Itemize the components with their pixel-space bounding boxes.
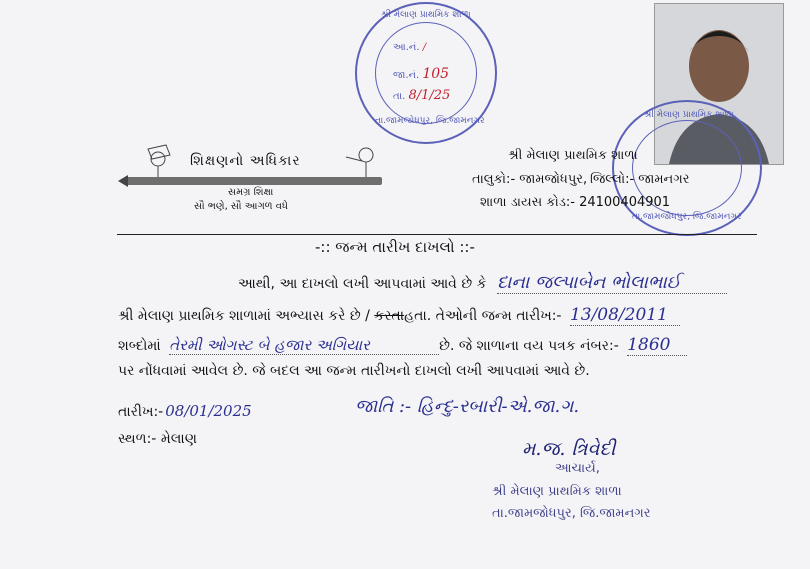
body-line-1: આથી, આ દાખલો લખી આપવામાં આવે છે કે દાના જલ્પાબેન ભોલાભાઈ: [238, 272, 727, 294]
principal-signature: મ.જ. ત્રિવેદી: [522, 438, 616, 460]
caste-line: જાતિ :- હિન્દુ-રબારી-એ.જા.ગ.: [355, 396, 580, 417]
register-number: 1860: [627, 335, 687, 356]
stamp-bottom-text: તા.જામજોધપુર, જિ.જામનગર: [375, 116, 485, 126]
principal-role: આચાર્ય,: [555, 461, 600, 476]
school-name: શ્રી મેલાણ પ્રાથમિક શાળા: [508, 148, 638, 163]
rte-logo: [118, 143, 386, 213]
stamp-ring-text: શ્રી મેલાણ પ્રાથમિક શાળા: [381, 10, 471, 20]
taluka: તાલુકો:- જામજોધપુર,: [472, 172, 588, 187]
certificate-title: -:: જન્મ તારીખ દાખલો ::-: [315, 238, 475, 256]
logo-title: શિક્ષણનો અધિકાર: [190, 153, 301, 169]
body-line-2: શ્રી મેલાણ પ્રાથમિક શાળામાં અભ્યાસ કરે છે / કરતાહતા. તેઓની જન્મ તારીખ:- 13/08/2011: [118, 305, 680, 326]
principal-address: તા.જામજોધપુર, જિ.જામનગર: [492, 506, 651, 521]
body-line-3: શબ્દોમાં તેરમી ઓગસ્ટ બે હજાર અગિયાર છે. જે શાળાના વય પત્રક નંબર:- 1860: [118, 335, 687, 356]
header-separator: [117, 234, 757, 235]
student-name: દાના જલ્પાબેન ભોલાભાઈ: [497, 272, 727, 294]
district: જિલ્લો:- જામનગર: [590, 172, 690, 187]
place-row: સ્થળ:- મેલાણ: [118, 431, 197, 447]
body-line-4: પર નોંધવામાં આવેલ છે. જે બદલ આ જન્મ તારીખનો દાખલો લખી આપવામાં આવે છે.: [118, 363, 590, 379]
principal-school: શ્રી મેલાણ પ્રાથમિક શાળા: [492, 484, 622, 499]
stamp-field-2: જા.નં. 105: [393, 66, 450, 82]
school-stamp-photo: [612, 100, 762, 236]
dob-in-words: તેરમી ઓગસ્ટ બે હજાર અગિયાર: [169, 336, 439, 355]
dise-code: શાળા ડાયસ કોડ:- 24100404901: [480, 195, 671, 210]
stamp-field-1: આ.નં. /: [393, 42, 427, 53]
school-stamp-top: [355, 2, 497, 144]
logo-tagline-2: સૌ ભણે, સૌ આગળ વધે: [194, 201, 289, 212]
stamp-field-3: તા. 8/1/25: [393, 88, 451, 103]
issue-date: 08/01/2025: [165, 402, 252, 420]
dob-digits: 13/08/2011: [570, 305, 680, 326]
photo-stamp-bottom-text: તા.જામજોધપુર, જિ.જામનગર: [632, 212, 742, 222]
date-row: તારીખ:- 08/01/2025: [118, 402, 252, 420]
photo-stamp-ring-text: શ્રી મેલાણ પ્રાથમિક શાળા: [644, 110, 734, 120]
logo-tagline-1: સમગ્ર શિક્ષા: [228, 187, 274, 198]
